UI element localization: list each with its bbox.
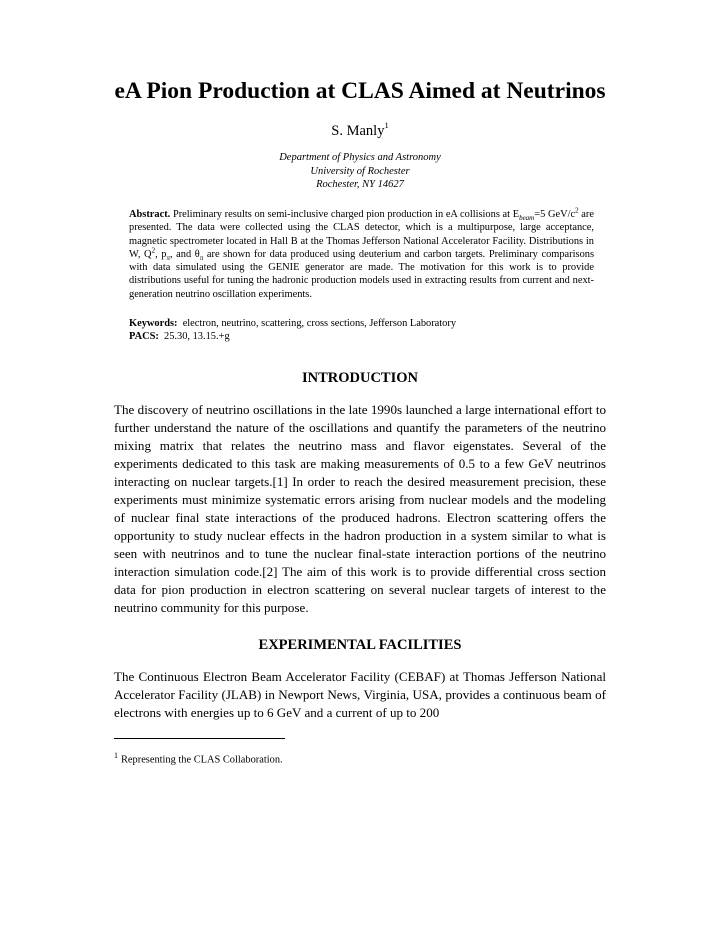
abstract-text: , and θ — [169, 248, 200, 260]
author-line — [0, 117, 720, 140]
affiliation — [0, 151, 720, 192]
experimental-facilities-paragraph: The Continuous Electron Beam Accelerator Facility (CEBAF) at Thomas Jefferson National Accelerator Facility (JLAB) in Newport News, Virginia, USA, provides a continuous beam of electrons with energies up to 6 GeV and a current of up to 200 — [114, 669, 606, 721]
pacs-line — [129, 330, 230, 343]
footnote-rule — [114, 738, 285, 739]
footnote-text: Representing the CLAS Collaboration. — [121, 754, 283, 766]
abstract-text: are shown for data produced using deuterium and carbon targets. Preliminary comparisons with data simulated using the GENIE generator are made. The motivation for this work is to provide distributions useful for tuning the hadronic production models used in extracting results from current and next-generation neutrino oscillation experiments. — [129, 248, 594, 300]
keywords-text: electron, neutrino, scattering, cross sections, Jefferson Laboratory — [182, 318, 457, 329]
abstract-text: =5 GeV/c — [534, 209, 576, 220]
keywords-line — [129, 317, 456, 330]
paper-title: eA Pion Production at CLAS Aimed at Neutrinos — [114, 78, 606, 104]
abstract-pi-subscript: π — [199, 253, 204, 262]
footnote-marker: 1 — [114, 751, 118, 760]
section-heading-introduction: INTRODUCTION — [301, 370, 418, 386]
pacs-label: PACS: — [129, 331, 159, 342]
author-name: S. Manly — [331, 122, 385, 139]
affiliation-department: Department of Physics and Astronomy — [279, 152, 441, 163]
affiliation-university: University of Rochester — [310, 165, 410, 177]
abstract-label: Abstract. — [129, 209, 171, 220]
abstract-text: Preliminary results on semi-inclusive charged pion production in eA collisions at E — [170, 209, 520, 220]
abstract-pi-subscript: π — [166, 253, 170, 262]
abstract-superscript: 2 — [151, 246, 156, 255]
abstract-text: are presented. The data were collected using the CLAS detector, which is a multipurpose, large acceptance, magnetic spectrometer located in Hall B at the Thomas Jefferson National Accelerator Facility. Distributions in W, Q — [129, 209, 594, 260]
keywords-label: Keywords: — [129, 318, 178, 329]
footnote — [114, 749, 283, 766]
abstract — [129, 208, 594, 301]
abstract-text: , p — [155, 248, 167, 260]
abstract-beam-subscript: beam — [519, 214, 535, 223]
abstract-superscript: 2 — [575, 206, 579, 215]
affiliation-address: Rochester, NY 14627 — [316, 179, 404, 190]
introduction-paragraph: The discovery of neutrino oscillations in the late 1990s launched a large international effort to further understand the nature of the oscillations and quantify the parameters of the neutrino mixing matrix that relates the neutrino mass and flavor eigenstates. Several of the experiments dedicated to this task are making measurements of 0.5 to a few GeV neutrinos interacting on nuclear targets.[1] In order to reach the desired measurement precision, these experiments must minimize systematic errors arising from nuclear models and the modeling of nuclear final state interactions of the produced hadrons. Electron scattering offers the opportunity to study nuclear effects in the hadron production in a system similar to what is seen with neutrinos and to tune the nuclear final-state interaction portions of the neutrino interaction simulation code.[2] The aim of this work is to provide differential cross section data for pion production in electron scattering on several nuclear targets of interest to the neutrino community for this purpose. — [114, 402, 606, 616]
pacs-text: 25.30, 13.15.+g — [164, 331, 230, 342]
author-footnote-marker: 1 — [384, 120, 389, 130]
section-heading-experimental-facilities: EXPERIMENTAL FACILITIES — [258, 637, 462, 653]
